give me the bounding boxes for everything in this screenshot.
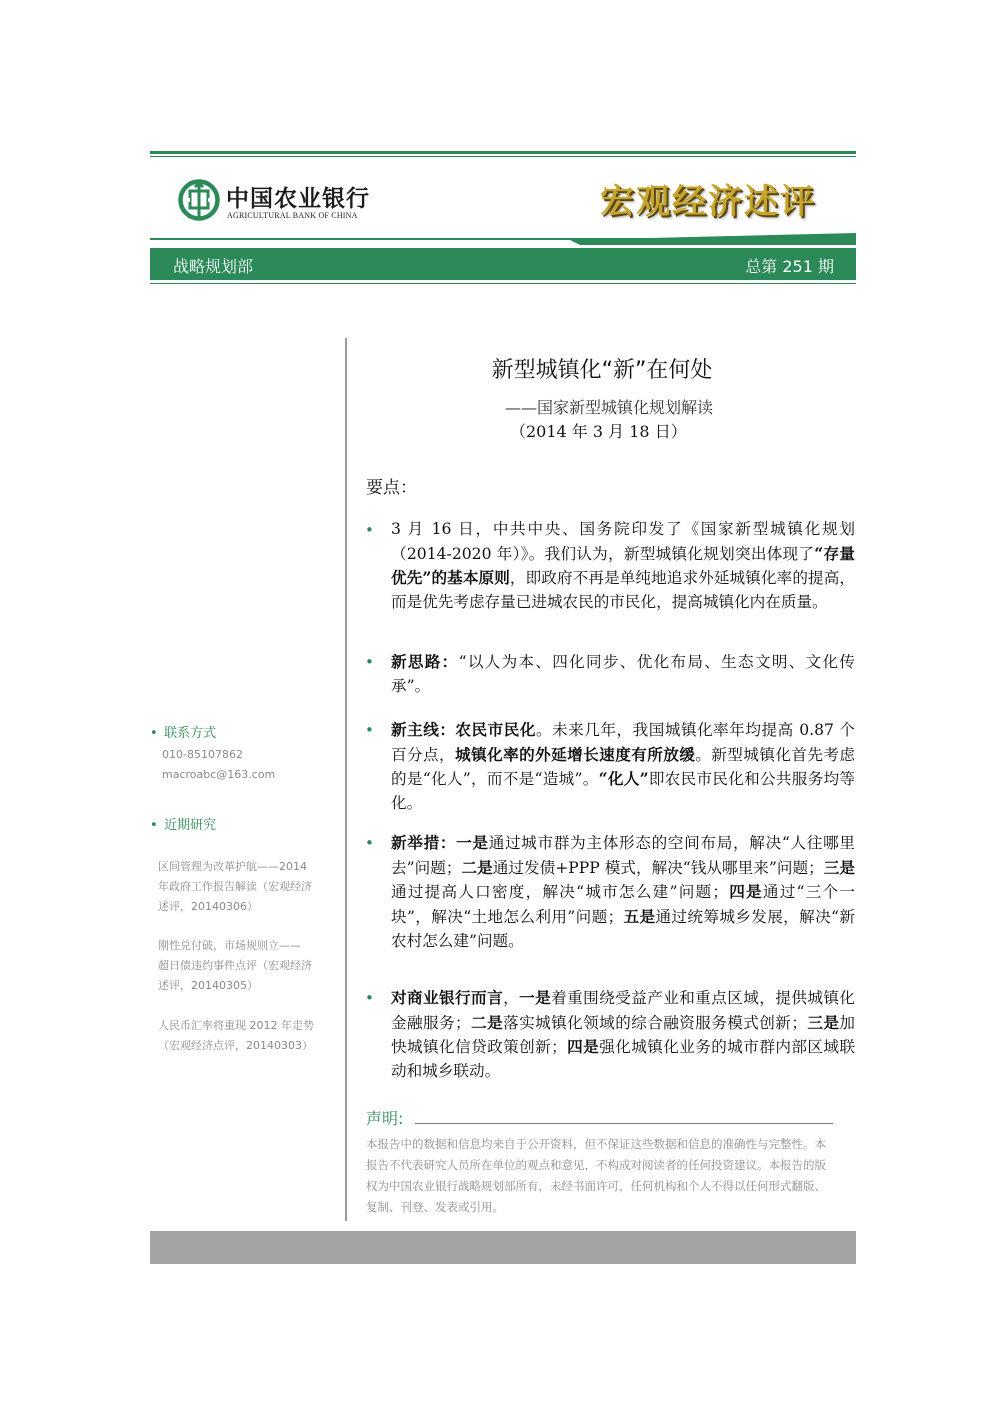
- department-label: 战略规划部: [173, 257, 254, 276]
- keypoint-bullet: • 3 月 16 日，中共中央、国务院印发了《国家新型城镇化规划（2014-2020 年）》。我们认为，新型城镇化规划突出体现了“存量优先”的基本原则，即政府不再是单纯地追求外延城镇化率的提高，而是优先考虑存量已进城农民的市民化，提高城镇化内在质量。: [365, 520, 855, 612]
- article-title: 新型城镇化“新”在何处: [491, 358, 713, 383]
- bullet-dot-icon: •: [365, 834, 374, 852]
- contact-heading: • 联系方式: [150, 726, 217, 741]
- issue-number: 总第 251 期: [745, 257, 834, 276]
- bullet-dot-icon: •: [150, 818, 158, 833]
- bullet-dot-icon: •: [365, 989, 374, 1007]
- contact-email[interactable]: macroabc@163.com: [162, 768, 276, 781]
- recent-item[interactable]: 刚性兑付破，市场规则立—— 超日债违约事件点评（宏观经济 述评，20140305）: [158, 939, 312, 992]
- disclaimer-rule: [415, 1123, 833, 1124]
- article-date: （2014 年 3 月 18 日）: [510, 422, 687, 441]
- bank-name-cn: 中国农业银行: [226, 186, 370, 212]
- bullet-dot-icon: •: [365, 721, 374, 739]
- header-top-rule-thin: [150, 156, 856, 157]
- bank-name-en: AGRICULTURAL BANK OF CHINA: [227, 211, 358, 220]
- keypoint-bullet: • 新主线：农民市民化。未来几年，我国城镇化率年均提高 0.87 个百分点，城镇化率的外延增长速度有所放缓。新型城镇化首先考虑的是“化人”，而不是“造城”。“化人”即农民市民化和公共服务均等化。: [365, 720, 855, 813]
- bullet-dot-icon: •: [150, 726, 158, 741]
- disclaimer-label: 声明:: [366, 1109, 404, 1128]
- recent-heading: • 近期研究: [150, 818, 217, 833]
- article-subtitle: ——国家新型城镇化规划解读: [505, 398, 714, 417]
- recent-item[interactable]: 区间管理为改革护航——2014 年政府工作报告解读（宏观经济 述评，20140306）: [158, 860, 312, 913]
- contact-phone: 010-85107862: [162, 748, 243, 761]
- recent-item[interactable]: 人民币汇率将重现 2012 年走势 （宏观经济点评，20140303）: [158, 1019, 314, 1052]
- abc-logo-icon: [178, 179, 220, 221]
- keypoint-bullet: • 对商业银行而言，一是着重围绕受益产业和重点区域，提供城镇化金融服务；二是落实城镇化领域的综合融资服务模式创新；三是加快城镇化信贷政策创新；四是强化城镇化业务的城市群内部区域联动和城乡联动。: [365, 988, 855, 1081]
- disclaimer-text: 本报告中的数据和信息均来自于公开资料，但不保证这些数据和信息的准确性与完整性。本报告不代表研究人员所在单位的观点和意见，不构成对阅读者的任何投资建议。本报告的版权为中国农业银行战略规划部所有，未经书面许可，任何机构和个人不得以任何形式翻版、复制、刊登、发表或引用。: [366, 1137, 826, 1214]
- header-stripe: [150, 233, 856, 245]
- footer-bar: [150, 1231, 856, 1264]
- keypoints-label: 要点：: [366, 478, 417, 498]
- header-top-rule: [150, 151, 856, 154]
- bullet-dot-icon: •: [365, 653, 374, 671]
- keypoint-bullet: • 新思路：“以人为本、四化同步、优化布局、生态文明、文化传承”。: [365, 652, 855, 695]
- contact-info: [162, 745, 348, 785]
- publication-title: 宏观经济述评: [600, 182, 816, 222]
- banner-rule: [150, 283, 856, 284]
- bullet-dot-icon: •: [365, 521, 374, 539]
- keypoint-bullet: • 新举措：一是通过城市群为主体形态的空间布局，解决“人往哪里去”问题；二是通过发债+PPP 模式，解决“钱从哪里来”问题；三是通过提高人口密度，解决“城市怎么建”问题；四是通过“三个一块”，解决“土地怎么利用”问题；五是通过统筹城乡发展，解决“新农村怎么建”问题。: [365, 833, 855, 950]
